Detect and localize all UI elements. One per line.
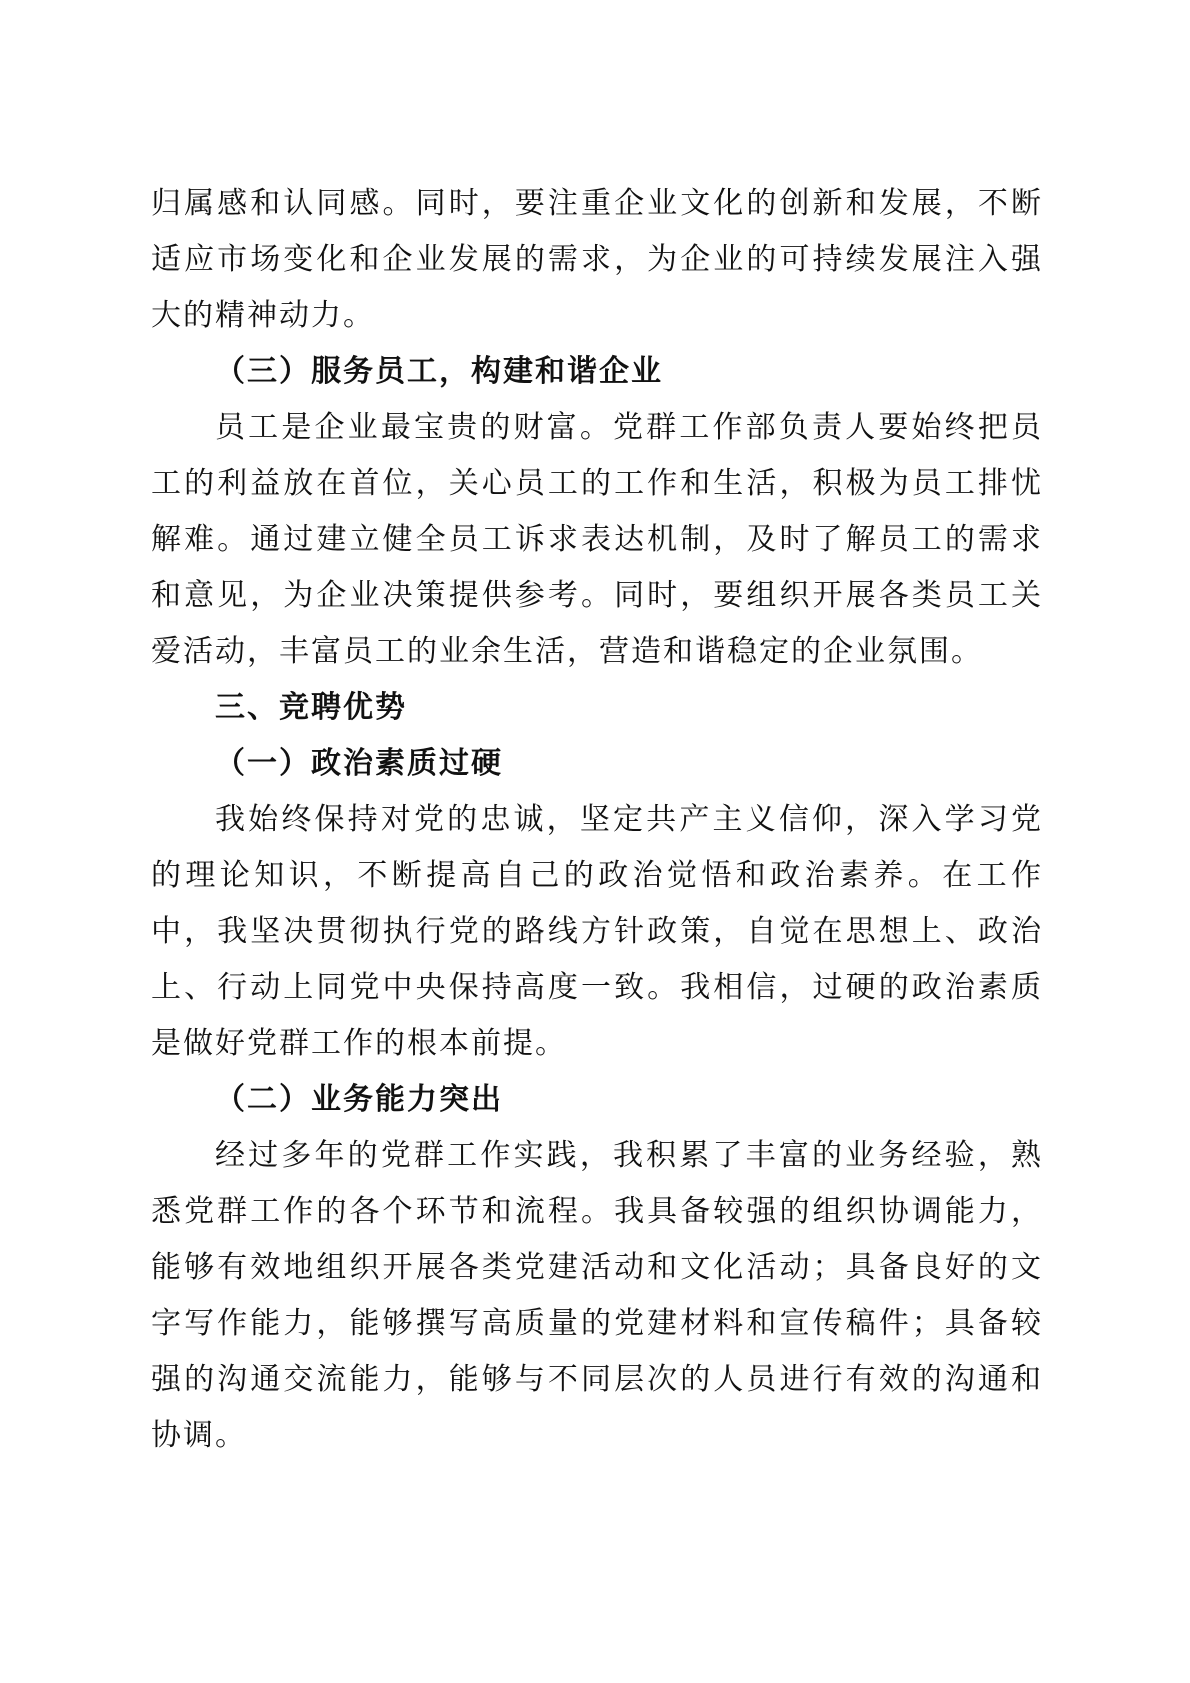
paragraph-continued: 归属感和认同感。同时，要注重企业文化的创新和发展，不断适应市场变化和企业发展的需求，为企业的可持续发展注入强大的精神动力。	[151, 186, 1043, 333]
section-heading-serve-employees: （三）服务员工，构建和谐企业	[215, 354, 663, 389]
section-heading-business-ability: （二）业务能力突出	[215, 1082, 503, 1117]
document-body	[151, 176, 1043, 1464]
paragraph-business-ability: 经过多年的党群工作实践，我积累了丰富的业务经验，熟悉党群工作的各个环节和流程。我具备较强的组织协调能力，能够有效地组织开展各类党建活动和文化活动；具备良好的文字写作能力，能够撰写高质量的党建材料和宣传稿件；具备较强的沟通交流能力，能够与不同层次的人员进行有效的沟通和协调。	[151, 1138, 1043, 1453]
paragraph-political-quality: 我始终保持对党的忠诚，坚定共产主义信仰，深入学习党的理论知识，不断提高自己的政治觉悟和政治素养。在工作中，我坚决贯彻执行党的路线方针政策，自觉在思想上、政治上、行动上同党中央保持高度一致。我相信，过硬的政治素质是做好党群工作的根本前提。	[151, 802, 1043, 1061]
paragraph-serve-employees: 员工是企业最宝贵的财富。党群工作部负责人要始终把员工的利益放在首位，关心员工的工作和生活，积极为员工排忧解难。通过建立健全员工诉求表达机制，及时了解员工的需求和意见，为企业决策提供参考。同时，要组织开展各类员工关爱活动，丰富员工的业余生活，营造和谐稳定的企业氛围。	[151, 410, 1043, 669]
section-heading-political-quality: （一）政治素质过硬	[215, 746, 503, 781]
chapter-heading-advantages: 三、竞聘优势	[215, 690, 407, 725]
